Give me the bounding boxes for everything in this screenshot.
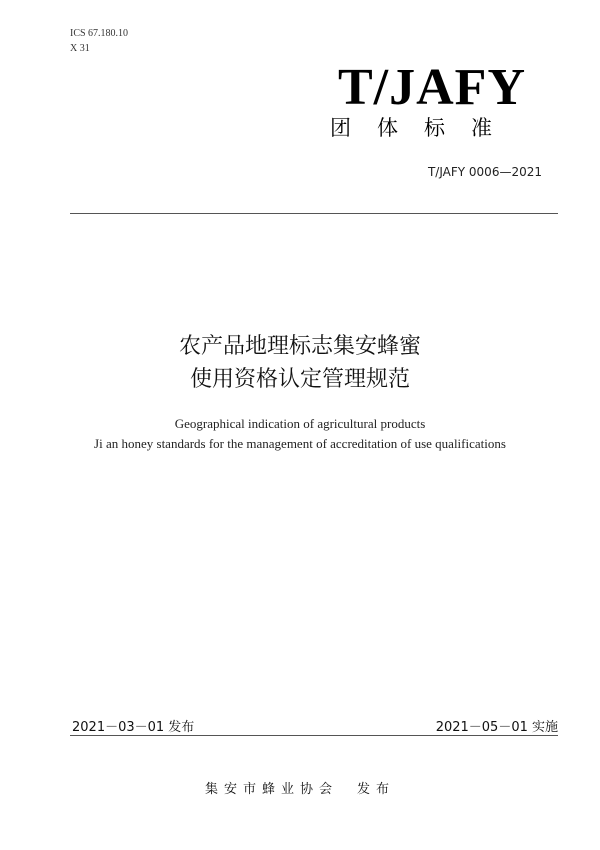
english-title-line-2: Ji an honey standards for the management of accreditation of use qualifications (94, 436, 506, 451)
chinese-title-line-1: 农产品地理标志集安蜂蜜 (178, 334, 421, 359)
top-divider (70, 213, 558, 214)
implementation-date: 2021－05－01 实施 (435, 720, 558, 735)
publisher: 集安市蜂业协会 发布 (204, 782, 395, 797)
ics-code: ICS 67.180.10 (70, 28, 129, 39)
bottom-divider (70, 735, 558, 736)
issue-date: 2021－03－01 发布 (72, 720, 195, 735)
standard-type: 团体标准 (330, 116, 518, 140)
english-title-line-1: Geographical indication of agricultural products (174, 416, 426, 431)
brand-logo: T/JAFY (338, 59, 526, 116)
chinese-title-line-2: 使用资格认定管理规范 (189, 367, 410, 392)
standard-number: T/JAFY 0006—2021 (427, 165, 542, 179)
chinese-title (100, 330, 500, 396)
english-title (40, 414, 560, 454)
classification-code: X 31 (70, 43, 90, 54)
